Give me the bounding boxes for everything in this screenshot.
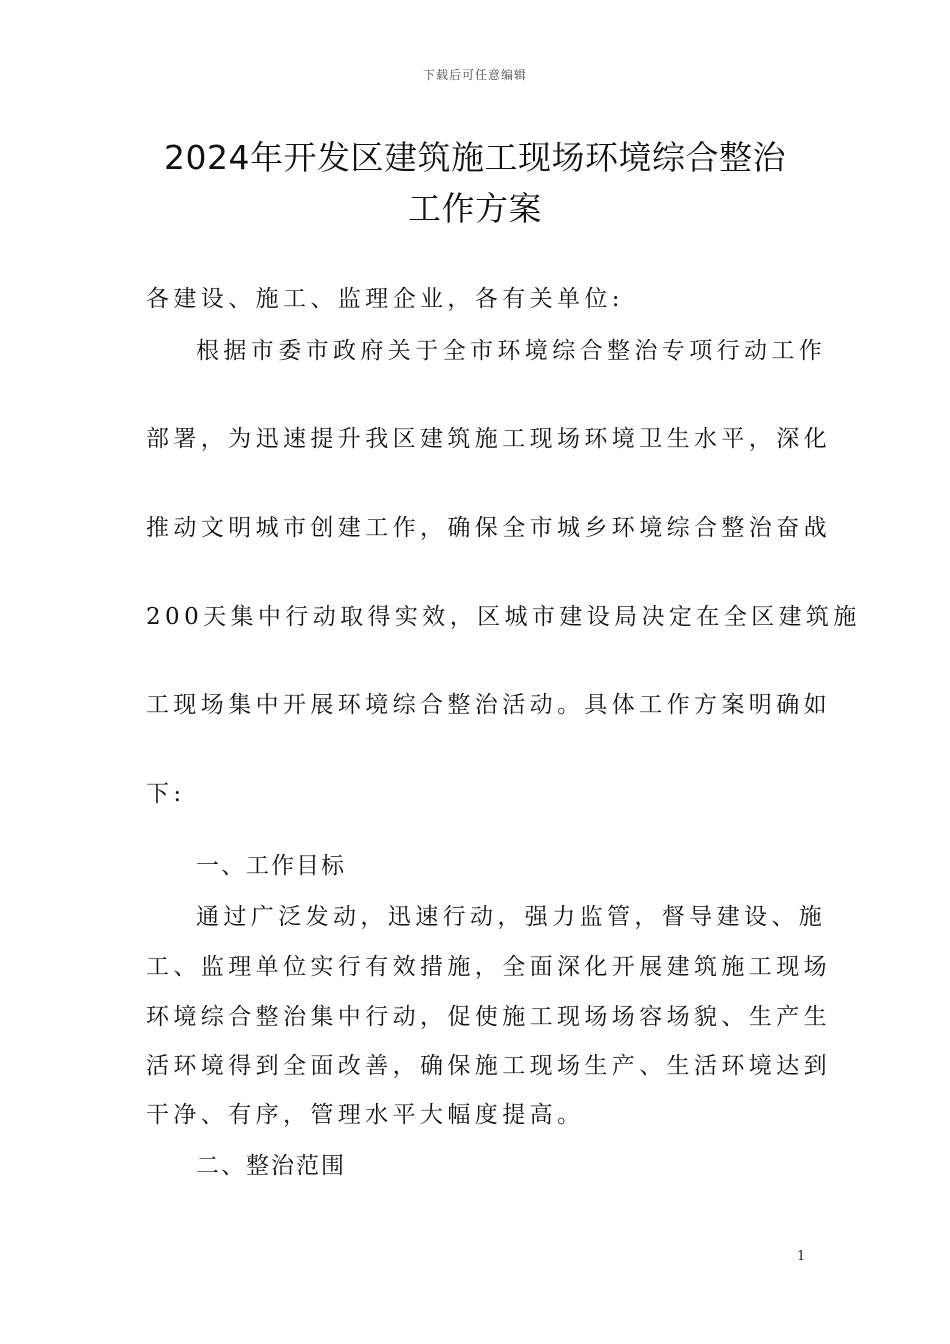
intro-line-3: 推动文明城市创建工作，确保全市城乡环境综合整治奋战: [146, 515, 831, 541]
goals-line-5: 干净、有序，管理水平大幅度提高。: [146, 1102, 585, 1128]
goals-line-2: 工、监理单位实行有效措施，全面深化开展建筑施工现场: [146, 954, 831, 980]
header-note: 下载后可任意编辑: [422, 68, 527, 82]
intro-line-1: 根据市委市政府关于全市环境综合整治专项行动工作: [196, 338, 827, 364]
document-title-line-2: 工作方案: [408, 189, 542, 228]
goals-line-1: 通过广泛发动，迅速行动，强力监管，督导建设、施: [196, 904, 827, 930]
section-heading-goals: 一、工作目标: [196, 853, 346, 879]
salutation: 各建设、施工、监理企业，各有关单位:: [146, 286, 624, 312]
section-heading-scope: 二、整治范围: [196, 1153, 346, 1179]
goals-line-4: 活环境得到全面改善，确保施工现场生产、生活环境达到: [146, 1053, 831, 1079]
intro-line-2: 部署，为迅速提升我区建筑施工现场环境卫生水平，深化: [146, 426, 831, 452]
intro-line-6: 下:: [146, 781, 186, 807]
intro-line-5: 工现场集中开展环境综合整治活动。具体工作方案明确如: [146, 692, 831, 718]
goals-line-3: 环境综合整治集中行动，促使施工现场场容场貌、生产生: [146, 1004, 831, 1030]
document-title-line-1: 2024年开发区建筑施工现场环境综合整治: [164, 138, 786, 177]
page-number: 1: [797, 1249, 806, 1264]
intro-line-4: 200天集中行动取得实效，区城市建设局决定在全区建筑施: [146, 604, 861, 630]
